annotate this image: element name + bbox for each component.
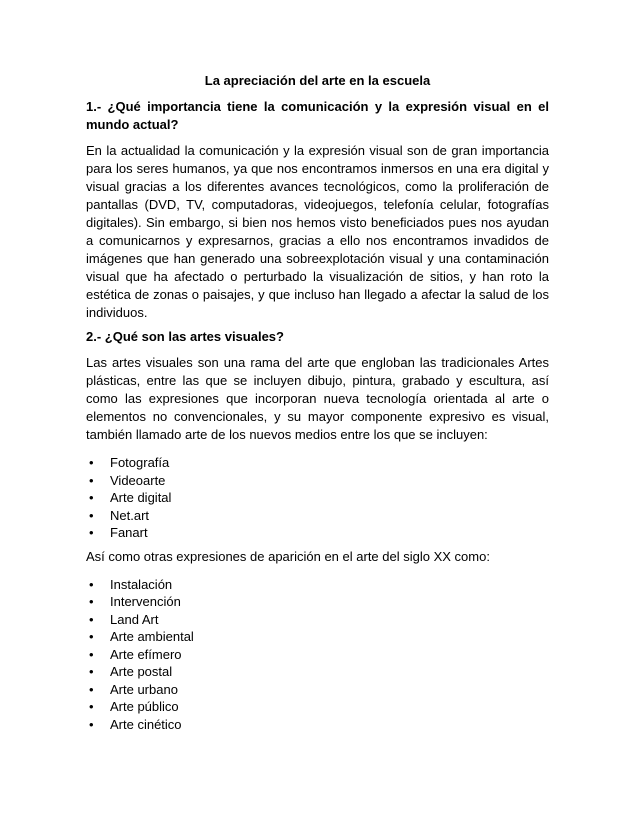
bullet-icon: • <box>89 525 94 540</box>
list-item-label: Fotografía <box>110 455 170 470</box>
list-item <box>86 507 549 525</box>
list-item <box>86 524 549 542</box>
bullet-icon: • <box>89 611 94 627</box>
list-item-label: Instalación <box>110 576 173 592</box>
bullet-icon: • <box>89 507 94 523</box>
list-item-label: Intervención <box>110 594 181 609</box>
bullet-icon: • <box>89 455 94 470</box>
list-item-label: Fanart <box>110 525 148 540</box>
list-item <box>86 681 549 699</box>
section2-intro2: Así como otras expresiones de aparición en el arte del siglo XX como: <box>86 548 490 564</box>
list-item-label: Arte urbano <box>110 681 178 697</box>
list-item <box>86 611 549 629</box>
section1-heading: 1.- ¿Qué importancia tiene la comunicación y la expresión visual en el mundo actual? <box>86 99 549 132</box>
list-item <box>86 663 549 681</box>
bullet-icon: • <box>89 664 94 679</box>
bullet-icon: • <box>89 716 94 732</box>
list-item-label: Arte ambiental <box>110 629 194 644</box>
section2-heading: 2.- ¿Qué son las artes visuales? <box>86 329 284 344</box>
list-item-label: Arte digital <box>110 490 172 505</box>
document-title: La apreciación del arte en la escuela <box>204 73 431 88</box>
bullet-icon: • <box>89 490 94 505</box>
section2-paragraph: Las artes visuales son una rama del arte que engloban las tradicionales Artes plásticas, entre las que se incluyen dibujo, pintura, grabado y escultura, así como las expresiones que incorporan nueva tecnología orientada al arte o elementos no convencionales, y su mayor componente expresivo es visual, también llamado arte de los nuevos medios entre los que se incluyen: <box>86 355 549 442</box>
bullet-icon: • <box>89 576 94 592</box>
twentieth-century-list <box>86 576 549 734</box>
bullet-icon: • <box>89 646 94 662</box>
section1-paragraph: En la actualidad la comunicación y la expresión visual son de gran importancia para los seres humanos, ya que nos encontramos inmersos en una era digital y visual gracias a los diferentes avances tecnológicos, como la proliferación de pantallas (DVD, TV, computadoras, videojuegos, telefonía celular, fotografías digitales). Sin embargo, si bien nos hemos visto beneficiados pues nos ayudan a comunicarnos y expresarnos, gracias a ello nos encontramos invadidos de imágenes que han generado una sobreexplotación visual y una contaminación visual que ha afectado o perturbado la visualización de sitios, y han roto la estética de zonas o paisajes, y que incluso han llegado a afectar la salud de los individuos. <box>86 143 549 320</box>
list-item <box>86 716 549 734</box>
list-item <box>86 698 549 716</box>
list-item-label: Videoarte <box>110 472 166 488</box>
bullet-icon: • <box>89 629 94 644</box>
new-media-list <box>86 454 549 542</box>
list-item-label: Land Art <box>110 611 159 627</box>
list-item-label: Arte efímero <box>110 646 182 662</box>
list-item-label: Net.art <box>110 507 150 523</box>
list-item <box>86 646 549 664</box>
bullet-icon: • <box>89 681 94 697</box>
list-item-label: Arte postal <box>110 664 173 679</box>
bullet-icon: • <box>89 594 94 609</box>
bullet-icon: • <box>89 699 94 714</box>
list-item <box>86 472 549 490</box>
list-item <box>86 454 549 472</box>
list-item <box>86 489 549 507</box>
list-item-label: Arte público <box>110 699 179 714</box>
list-item <box>86 576 549 594</box>
document-page <box>86 72 549 739</box>
list-item <box>86 628 549 646</box>
bullet-icon: • <box>89 472 94 488</box>
list-item-label: Arte cinético <box>110 716 182 732</box>
list-item <box>86 593 549 611</box>
